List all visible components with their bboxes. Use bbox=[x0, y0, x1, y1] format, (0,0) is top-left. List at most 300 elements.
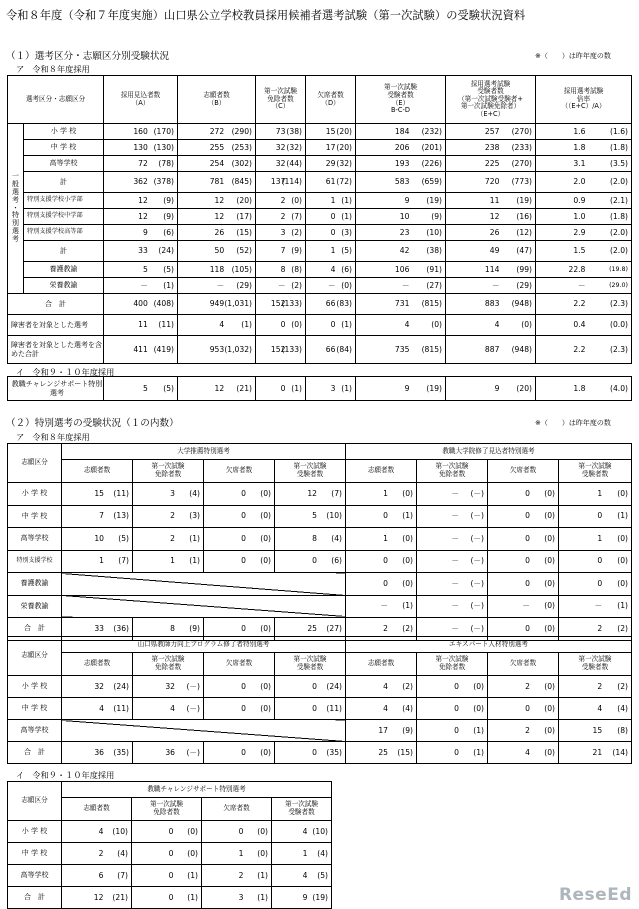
row-label: 中 学 校 bbox=[8, 698, 62, 720]
value-main: － bbox=[594, 601, 603, 611]
value-prev-year: (0) bbox=[617, 488, 628, 498]
value-prev-year: (0) bbox=[260, 681, 271, 691]
value-prev-year: (9) bbox=[402, 725, 413, 735]
value-main: － bbox=[451, 533, 459, 543]
section-1-note: ※（ ）は昨年度の数 bbox=[535, 52, 611, 60]
value-main: 4 bbox=[330, 264, 336, 274]
value-prev-year: (－) bbox=[470, 601, 484, 611]
value-main: 887 bbox=[484, 344, 500, 354]
value-prev-year: (1) bbox=[402, 601, 413, 611]
value-cell bbox=[356, 262, 446, 278]
value-prev-year: (－) bbox=[470, 533, 484, 543]
value-cell bbox=[446, 262, 536, 278]
value-main: 10 bbox=[94, 533, 104, 543]
value-main: 9 bbox=[404, 383, 410, 393]
value-cell bbox=[202, 887, 272, 909]
value-prev-year: (1) bbox=[617, 601, 628, 611]
value-main: 0 bbox=[597, 511, 603, 521]
row-label: 中 学 校 bbox=[8, 843, 62, 865]
value-prev-year: (845) bbox=[231, 177, 252, 187]
value-cell bbox=[346, 528, 417, 551]
vertical-label-char: 特 bbox=[12, 211, 19, 220]
value-prev-year: (2) bbox=[617, 681, 628, 691]
value-prev-year: (2) bbox=[291, 227, 302, 237]
value-main: 0 bbox=[312, 556, 317, 566]
value-prev-year: (0) bbox=[544, 703, 555, 713]
value-prev-year: (35) bbox=[113, 747, 129, 757]
value-prev-year: (72) bbox=[336, 177, 352, 187]
value-cell bbox=[104, 377, 178, 401]
value-cell bbox=[178, 336, 256, 364]
value-prev-year: (0) bbox=[187, 848, 198, 858]
value-cell bbox=[132, 887, 202, 909]
value-main: 36 bbox=[165, 747, 175, 757]
value-main: 15 bbox=[592, 725, 603, 735]
value-cell bbox=[346, 550, 417, 573]
value-main: 0 bbox=[454, 747, 459, 757]
value-cell bbox=[306, 262, 356, 278]
value-main: 0 bbox=[241, 623, 246, 633]
value-main: 0 bbox=[168, 826, 174, 836]
value-main: 4 bbox=[302, 870, 308, 880]
value-prev-year: (44) bbox=[286, 158, 302, 168]
value-prev-year: (4) bbox=[402, 703, 413, 713]
value-cell bbox=[488, 483, 559, 506]
table-challenge-support bbox=[7, 376, 632, 401]
value-main: － bbox=[277, 280, 286, 290]
value-cell bbox=[275, 528, 346, 551]
value-main: 6 bbox=[98, 870, 104, 880]
value-main: 193 bbox=[394, 158, 410, 168]
row-label: 小 学 校 bbox=[8, 676, 62, 698]
table-row bbox=[8, 698, 632, 720]
value-prev-year: (20) bbox=[516, 383, 532, 393]
value-main: 2 bbox=[170, 511, 175, 521]
value-cell bbox=[104, 336, 178, 364]
value-main: 0 bbox=[241, 533, 246, 543]
value-main: 152 bbox=[270, 299, 286, 309]
value-cell bbox=[446, 225, 536, 241]
value-prev-year: (232) bbox=[421, 126, 442, 136]
value-cell bbox=[417, 505, 488, 528]
value-main: 3 bbox=[330, 383, 336, 393]
value-main: 184 bbox=[394, 126, 410, 136]
value-main: 0 bbox=[383, 511, 388, 521]
value-main: 411 bbox=[133, 344, 148, 354]
value-prev-year: (35) bbox=[326, 747, 342, 757]
value-main: 114 bbox=[484, 264, 500, 274]
value-main: 0 bbox=[454, 725, 459, 735]
value-main: 0.4 bbox=[573, 320, 586, 330]
value-main: 66 bbox=[325, 299, 336, 309]
value-cell bbox=[559, 528, 632, 551]
value-prev-year: (0) bbox=[260, 556, 271, 566]
value-main: 50 bbox=[214, 246, 225, 256]
value-cell bbox=[346, 676, 417, 698]
value-prev-year: (7) bbox=[291, 211, 302, 221]
value-cell bbox=[446, 172, 536, 193]
value-main: 2 bbox=[597, 681, 603, 691]
row-label: 高等学校 bbox=[8, 865, 62, 887]
value-main: 1 bbox=[170, 556, 175, 566]
value-cell bbox=[536, 209, 632, 225]
value-main: 2.2 bbox=[573, 344, 586, 354]
value-prev-year: (12) bbox=[516, 227, 532, 237]
header-category: 選考区分・志願区分 bbox=[8, 76, 104, 124]
value-main: 0 bbox=[241, 703, 246, 713]
value-cell bbox=[536, 225, 632, 241]
table-row bbox=[8, 241, 632, 262]
value-prev-year: (1) bbox=[617, 511, 628, 521]
value-cell bbox=[62, 698, 133, 720]
value-prev-year: (38) bbox=[426, 246, 442, 256]
value-prev-year: (6) bbox=[341, 264, 352, 274]
value-cell bbox=[178, 156, 256, 172]
value-cell bbox=[306, 209, 356, 225]
value-main: 8 bbox=[170, 623, 175, 633]
value-main: 17 bbox=[325, 142, 336, 152]
value-cell bbox=[536, 315, 632, 336]
value-prev-year: (19) bbox=[516, 195, 532, 205]
value-cell bbox=[104, 315, 178, 336]
table-row bbox=[8, 505, 632, 528]
value-prev-year: (0) bbox=[260, 533, 271, 543]
value-cell bbox=[446, 278, 536, 294]
value-cell bbox=[536, 124, 632, 140]
value-main: 0 bbox=[280, 320, 286, 330]
value-prev-year: (7) bbox=[331, 488, 342, 498]
value-cell bbox=[536, 377, 632, 401]
value-cell bbox=[559, 573, 632, 596]
value-prev-year: (0) bbox=[544, 747, 555, 757]
value-cell bbox=[204, 550, 275, 573]
value-main: 25 bbox=[307, 623, 317, 633]
row-label: 高等学校 bbox=[8, 528, 62, 551]
value-prev-year: (0) bbox=[521, 320, 532, 330]
row-label: 特別支援学校中学部 bbox=[24, 209, 104, 225]
value-main: 152 bbox=[270, 344, 286, 354]
value-main: 9 bbox=[142, 227, 148, 237]
value-cell bbox=[356, 377, 446, 401]
value-prev-year: (0) bbox=[473, 681, 484, 691]
table-row bbox=[8, 156, 632, 172]
value-cell bbox=[256, 377, 306, 401]
header-exempted: 第一次試験 免除者数 （C） bbox=[256, 76, 306, 124]
value-main: 0 bbox=[312, 747, 317, 757]
value-main: 0 bbox=[241, 511, 246, 521]
value-main: 130 bbox=[133, 142, 148, 152]
row-label: 養護教諭 bbox=[24, 262, 104, 278]
value-prev-year: (0) bbox=[544, 556, 555, 566]
row-label: 高等学校 bbox=[24, 156, 104, 172]
header-exam-takers: 第一次試験 受験者数 bbox=[559, 460, 632, 483]
value-main: 0 bbox=[330, 211, 336, 221]
row-label: 特別支援学校小学部 bbox=[24, 193, 104, 209]
table-row-disab bbox=[8, 315, 632, 336]
value-main: 2.9 bbox=[573, 227, 586, 237]
vertical-label-char: 選 bbox=[12, 187, 19, 196]
value-prev-year: (0) bbox=[617, 578, 628, 588]
value-prev-year: (2.0) bbox=[609, 246, 628, 256]
table-row bbox=[8, 887, 332, 909]
value-main: 257 bbox=[484, 126, 500, 136]
table-row bbox=[8, 262, 632, 278]
value-main: 0 bbox=[525, 578, 530, 588]
value-prev-year: (6) bbox=[331, 556, 342, 566]
value-prev-year: (1.6) bbox=[609, 126, 628, 136]
value-cell bbox=[417, 742, 488, 764]
value-cell bbox=[104, 193, 178, 209]
group-header: 教職チャレンジサポート特別選考 bbox=[62, 782, 332, 798]
value-main: － bbox=[577, 280, 586, 290]
row-label: 小 学 校 bbox=[8, 821, 62, 843]
value-cell bbox=[417, 573, 488, 596]
value-cell bbox=[178, 241, 256, 262]
value-cell bbox=[272, 865, 332, 887]
value-main: 1 bbox=[330, 195, 336, 205]
value-cell bbox=[356, 193, 446, 209]
value-main: 7 bbox=[99, 511, 104, 521]
value-main: 2 bbox=[525, 725, 530, 735]
value-main: 4 bbox=[219, 320, 225, 330]
value-main: 3.1 bbox=[573, 158, 586, 168]
value-prev-year: (133) bbox=[281, 299, 302, 309]
group-header: 教職大学院修了見込者特別選考 bbox=[346, 444, 632, 460]
section-1-sub-i: イ 令和９・１０年度採用 bbox=[16, 367, 115, 377]
table-row-total bbox=[8, 294, 632, 315]
value-cell bbox=[256, 156, 306, 172]
value-prev-year: (130) bbox=[153, 142, 174, 152]
value-prev-year: (3.5) bbox=[609, 158, 628, 168]
value-main: 2 bbox=[170, 533, 175, 543]
value-cell bbox=[559, 676, 632, 698]
header-kubun: 志願区分 bbox=[8, 782, 62, 821]
value-cell bbox=[256, 209, 306, 225]
value-prev-year: (－) bbox=[186, 703, 200, 713]
row-label: 中 学 校 bbox=[8, 505, 62, 528]
value-cell bbox=[256, 225, 306, 241]
value-prev-year: (0) bbox=[473, 703, 484, 713]
value-prev-year: (0) bbox=[544, 488, 555, 498]
value-prev-year: (1) bbox=[341, 195, 352, 205]
value-main: － bbox=[451, 488, 459, 498]
value-prev-year: (4) bbox=[331, 533, 342, 543]
header-absent: 欠席者数 bbox=[488, 460, 559, 483]
header-exam-takers: 第一次試験 受験者数 bbox=[275, 653, 346, 676]
value-prev-year: (21) bbox=[112, 892, 128, 902]
value-cell bbox=[133, 483, 204, 506]
vertical-label-char: 般 bbox=[12, 180, 19, 189]
value-cell bbox=[272, 821, 332, 843]
table-row bbox=[8, 573, 632, 596]
value-cell bbox=[204, 698, 275, 720]
value-main: 0 bbox=[312, 703, 317, 713]
value-cell bbox=[417, 698, 488, 720]
value-main: － bbox=[451, 556, 459, 566]
value-cell bbox=[202, 865, 272, 887]
value-cell bbox=[346, 720, 417, 742]
value-main: 1 bbox=[238, 848, 244, 858]
value-prev-year: (170) bbox=[153, 126, 174, 136]
value-cell bbox=[256, 193, 306, 209]
table-row bbox=[8, 140, 632, 156]
value-prev-year: (83) bbox=[336, 299, 352, 309]
value-main: 26 bbox=[214, 227, 225, 237]
value-prev-year: (0) bbox=[291, 195, 302, 205]
value-main: 26 bbox=[489, 227, 500, 237]
header-applicants: 志願者数 bbox=[62, 460, 133, 483]
value-main: 0 bbox=[312, 681, 317, 691]
value-prev-year: (2.0) bbox=[609, 177, 628, 187]
value-prev-year: (1) bbox=[187, 870, 198, 880]
value-cell bbox=[356, 278, 446, 294]
value-cell bbox=[488, 550, 559, 573]
value-prev-year: (948) bbox=[511, 344, 532, 354]
value-cell bbox=[275, 742, 346, 764]
value-cell bbox=[559, 720, 632, 742]
row-label: 合 計 bbox=[8, 742, 62, 764]
value-main: 33 bbox=[94, 623, 104, 633]
value-prev-year: (47) bbox=[516, 246, 532, 256]
value-prev-year: (10) bbox=[426, 227, 442, 237]
value-prev-year: (11) bbox=[113, 488, 129, 498]
value-main: 17 bbox=[378, 725, 388, 735]
value-prev-year: (78) bbox=[158, 158, 174, 168]
value-cell bbox=[356, 140, 446, 156]
value-main: 12 bbox=[138, 195, 148, 205]
value-cell bbox=[204, 676, 275, 698]
value-cell bbox=[178, 225, 256, 241]
value-main: 2 bbox=[98, 848, 104, 858]
value-cell bbox=[536, 156, 632, 172]
value-cell bbox=[275, 698, 346, 720]
value-main: 0 bbox=[330, 320, 336, 330]
header-absent: 欠席者数 bbox=[202, 798, 272, 821]
value-main: 11 bbox=[138, 320, 148, 330]
value-main: 0 bbox=[168, 870, 174, 880]
row-label: 教職チャレンジサポート特別選考 bbox=[8, 377, 104, 401]
value-prev-year: (99) bbox=[516, 264, 532, 274]
vertical-label-char: 一 bbox=[12, 172, 19, 181]
value-prev-year: (0) bbox=[544, 725, 555, 735]
value-cell bbox=[417, 550, 488, 573]
value-cell bbox=[62, 528, 133, 551]
table-row bbox=[8, 483, 632, 506]
value-main: 735 bbox=[394, 344, 410, 354]
value-main: 1 bbox=[330, 246, 336, 256]
value-main: 0 bbox=[597, 578, 603, 588]
value-main: 2 bbox=[383, 623, 388, 633]
value-main: 1 bbox=[99, 556, 104, 566]
value-prev-year: (4) bbox=[117, 848, 128, 858]
value-prev-year: (19) bbox=[426, 195, 442, 205]
value-prev-year: (10) bbox=[112, 826, 128, 836]
value-cell bbox=[446, 124, 536, 140]
table-row-challenge-support bbox=[8, 377, 632, 401]
value-main: 238 bbox=[484, 142, 500, 152]
value-main: 4 bbox=[383, 703, 388, 713]
value-prev-year: (84) bbox=[336, 344, 352, 354]
value-prev-year: (0) bbox=[257, 848, 268, 858]
value-prev-year: (9) bbox=[189, 623, 200, 633]
value-main: 949 bbox=[209, 299, 225, 309]
value-prev-year: (1) bbox=[189, 533, 200, 543]
section-2-sub-i: イ 令和９・１０年度採用 bbox=[16, 770, 115, 780]
resed-logo: ReseEd bbox=[558, 885, 632, 905]
value-prev-year: (24) bbox=[113, 681, 129, 691]
value-main: 2 bbox=[280, 195, 286, 205]
value-prev-year: (2) bbox=[402, 623, 413, 633]
value-prev-year: (20) bbox=[336, 142, 352, 152]
header-applicants: 志願者数 bbox=[62, 798, 132, 821]
value-prev-year: (2.3) bbox=[609, 344, 628, 354]
value-prev-year: (36) bbox=[113, 623, 129, 633]
value-prev-year: (91) bbox=[426, 264, 442, 274]
value-prev-year: (0) bbox=[341, 280, 352, 290]
table-special-selection-2 bbox=[7, 636, 632, 764]
value-prev-year: (1) bbox=[341, 383, 352, 393]
value-cell bbox=[178, 193, 256, 209]
value-main: 4 bbox=[302, 826, 308, 836]
value-prev-year: (1) bbox=[341, 211, 352, 221]
section-2-note: ※（ ）は昨年度の数 bbox=[535, 419, 611, 427]
value-cell bbox=[356, 156, 446, 172]
value-main: 32 bbox=[165, 681, 175, 691]
row-label: 栄養教諭 bbox=[24, 278, 104, 294]
value-cell bbox=[104, 241, 178, 262]
value-main: 15 bbox=[94, 488, 104, 498]
value-cell bbox=[204, 742, 275, 764]
value-prev-year: (2) bbox=[402, 681, 413, 691]
value-prev-year: (0) bbox=[260, 488, 271, 498]
value-prev-year: (114) bbox=[281, 177, 302, 187]
value-prev-year: (20) bbox=[336, 126, 352, 136]
value-cell bbox=[62, 676, 133, 698]
value-cell bbox=[536, 262, 632, 278]
value-cell bbox=[488, 742, 559, 764]
value-prev-year: (270) bbox=[511, 158, 532, 168]
value-prev-year: (4) bbox=[189, 488, 200, 498]
value-main: － bbox=[522, 601, 530, 611]
value-main: 12 bbox=[214, 383, 225, 393]
value-prev-year: (5) bbox=[163, 264, 174, 274]
value-prev-year: (948) bbox=[511, 299, 532, 309]
value-cell bbox=[178, 209, 256, 225]
value-main: 9 bbox=[302, 892, 308, 902]
value-prev-year: (11) bbox=[158, 320, 174, 330]
value-cell bbox=[356, 315, 446, 336]
value-prev-year: (2) bbox=[617, 623, 628, 633]
value-main: 0 bbox=[241, 556, 246, 566]
value-cell bbox=[446, 209, 536, 225]
table-row-grand bbox=[8, 336, 632, 364]
value-cell bbox=[178, 294, 256, 315]
value-main: 73 bbox=[275, 126, 286, 136]
value-prev-year: (8) bbox=[617, 725, 628, 735]
value-main: 4 bbox=[597, 703, 603, 713]
value-cell bbox=[488, 573, 559, 596]
vertical-label-char: 考 bbox=[12, 234, 19, 243]
group-header: 大学推薦特別選考 bbox=[62, 444, 346, 460]
value-main: 36 bbox=[94, 747, 104, 757]
value-cell bbox=[256, 262, 306, 278]
value-prev-year: (302) bbox=[231, 158, 252, 168]
value-main: 12 bbox=[214, 195, 225, 205]
header-exempted: 第一次試験 免除者数 bbox=[133, 653, 204, 676]
value-main: 255 bbox=[209, 142, 225, 152]
table-row bbox=[8, 550, 632, 573]
section-1-sub-a: ア 令和８年度採用 bbox=[16, 64, 90, 74]
